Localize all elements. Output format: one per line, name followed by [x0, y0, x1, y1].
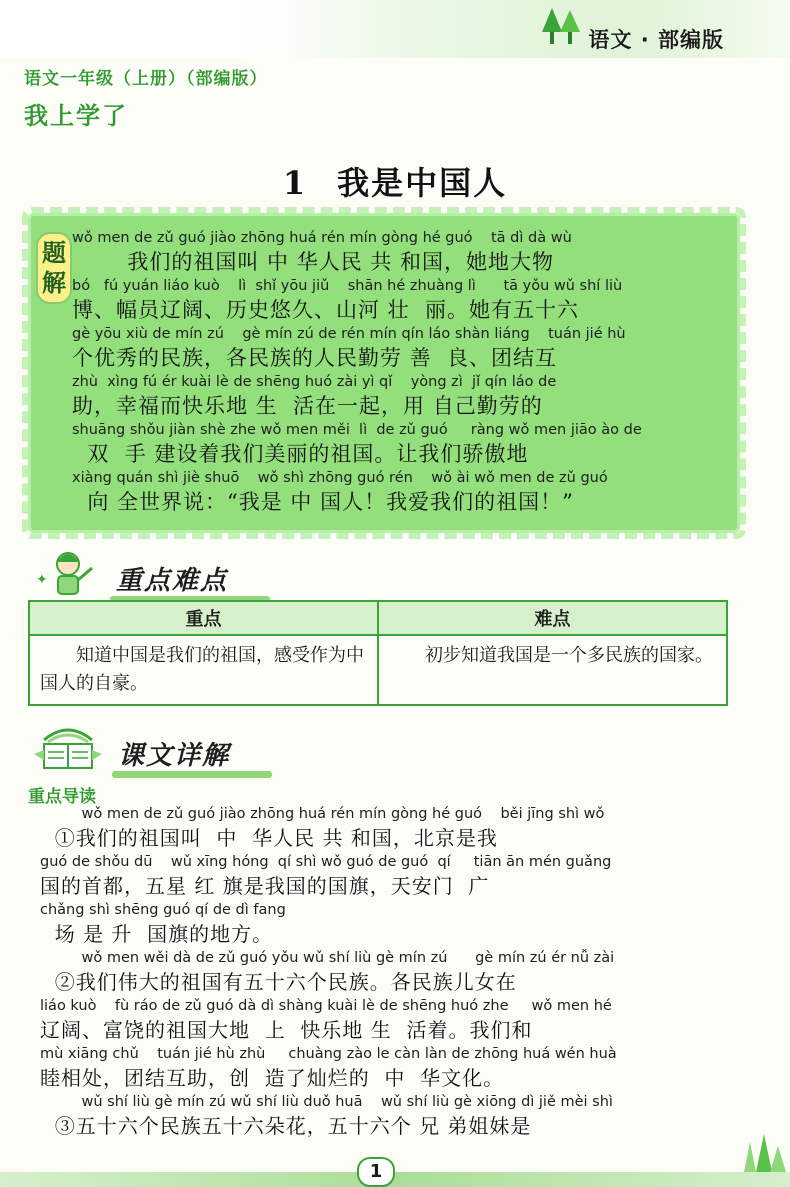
table-row: [29, 635, 727, 705]
heading-underline: [112, 771, 272, 778]
pinyin-line: wǒ men de zǔ guó jiào zhōng huá rén mín gòng hé guó běi jīng shì wǒ: [40, 806, 605, 822]
pinyin-line: zhù xìng fú ér kuài lè de shēng huó zài yì qǐ yòng zì jǐ qín láo de: [72, 374, 557, 390]
intro-label-bottom: 解: [42, 268, 66, 297]
trees-icon: [540, 6, 582, 52]
hanzi-line: 我们的祖国叫 中 华人民 共 和国，她地大物: [112, 250, 555, 274]
lesson-title: [0, 158, 790, 204]
intro-label: [36, 232, 72, 304]
pinyin-line: wǔ shí liù gè mín zú wǔ shí liù duǒ huā wǔ shí liù gè xiōng dì jiě mèi shì: [40, 1094, 613, 1110]
hanzi-line: 场 是 升 国旗的地方。: [40, 922, 274, 946]
hanzi-line: 博、幅员辽阔、历史悠久、山河 壮 丽。她有五十六: [72, 298, 580, 322]
guide-label: 重点导读: [28, 787, 96, 807]
col-difficulties-header: 难点: [378, 601, 727, 635]
book-icon: [30, 724, 106, 778]
hanzi-line: 双 手 建设着我们美丽的祖国。让我们骄傲地: [72, 442, 529, 466]
hanzi-line: 向 全世界说：“我是 中 国人！我爱我们的祖国！”: [72, 490, 574, 514]
brand-title: 语文 · 部编版: [588, 28, 724, 52]
hanzi-line: 个优秀的民族，各民族的人民勤劳 善 良、团结互: [72, 346, 558, 370]
page-number: 1: [357, 1157, 395, 1187]
pinyin-line: shuāng shǒu jiàn shè zhe wǒ men měi lì de zǔ guó ràng wǒ men jiāo ào de: [72, 422, 642, 438]
grass-icon: [738, 1128, 788, 1176]
pinyin-line: liáo kuò fù ráo de zǔ guó dà dì shàng kuài lè de shēng huó zhe wǒ men hé: [40, 998, 612, 1014]
pinyin-line: wǒ men de zǔ guó jiào zhōng huá rén mín gòng hé guó tā dì dà wù: [72, 230, 572, 246]
table-header-row: [29, 601, 727, 635]
pinyin-line: gè yōu xiù de mín zú gè mín zú de rén mín qín láo shàn liáng tuán jié hù: [72, 326, 626, 342]
difficulties-cell: 初步知道我国是一个多民族的国家。: [378, 635, 727, 705]
hanzi-line: 睦相处，团结互助，创 造了灿烂的 中 华文化。: [40, 1066, 505, 1090]
intro-text: [72, 228, 722, 516]
key-points-heading: [116, 560, 228, 597]
pinyin-line: bó fú yuán liáo kuò lì shǐ yōu jiǔ shān hé zhuàng lì tā yǒu wǔ shí liù: [72, 278, 623, 294]
pinyin-line: mù xiāng chǔ tuán jié hù zhù chuàng zào le càn làn de zhōng huá wén huà: [40, 1046, 617, 1062]
intro-label-top: 题: [42, 238, 66, 267]
hanzi-line: 辽阔、富饶的祖国大地 上 快乐地 生 活着。我们和: [40, 1018, 533, 1042]
col-key-points-header: 重点: [29, 601, 378, 635]
svg-text:✦: ✦: [36, 572, 48, 588]
pinyin-line: chǎng shì shēng guó qí de dì fang: [40, 902, 286, 918]
key-points-table: [28, 600, 728, 706]
unit-title: 我上学了: [24, 102, 128, 130]
lesson-name: 我是中国人: [337, 164, 508, 202]
footer-band: [0, 1172, 790, 1187]
pinyin-line: guó de shǒu dū wǔ xīng hóng qí shì wǒ guó de guó qí tiān ān mén guǎng: [40, 854, 612, 870]
hanzi-line: ①我们的祖国叫 中 华人民 共 和国，北京是我: [40, 826, 498, 850]
hanzi-line: ②我们伟大的祖国有五十六个民族。各民族儿女在: [40, 970, 517, 994]
key-points-cell: 知道中国是我们的祖国，感受作为中国人的自豪。: [29, 635, 378, 705]
key-points-heading-text: 重点难点: [116, 566, 229, 596]
pinyin-line: wǒ men wěi dà de zǔ guó yǒu wǔ shí liù gè mín zú gè mín zú ér nǚ zài: [40, 950, 615, 966]
lesson-number: 1: [282, 164, 308, 202]
pinyin-line: xiàng quán shì jiè shuō wǒ shì zhōng guó rén wǒ ài wǒ men de zǔ guó: [72, 470, 608, 486]
series-title: 语文一年级（上册）（部编版）: [24, 69, 268, 89]
explanation-text: [40, 804, 740, 1140]
explanation-heading: [118, 735, 230, 772]
hanzi-line: ③五十六个民族五十六朵花，五十六个 兄 弟姐妹是: [40, 1114, 532, 1138]
hanzi-line: 国的首都，五星 红 旗是我国的国旗，天安门 广: [40, 874, 490, 898]
teacher-icon: [30, 548, 100, 600]
explanation-heading-text: 课文详解: [118, 741, 231, 771]
hanzi-line: 助，幸福而快乐地 生 活在一起，用 自己勤劳的: [72, 394, 543, 418]
